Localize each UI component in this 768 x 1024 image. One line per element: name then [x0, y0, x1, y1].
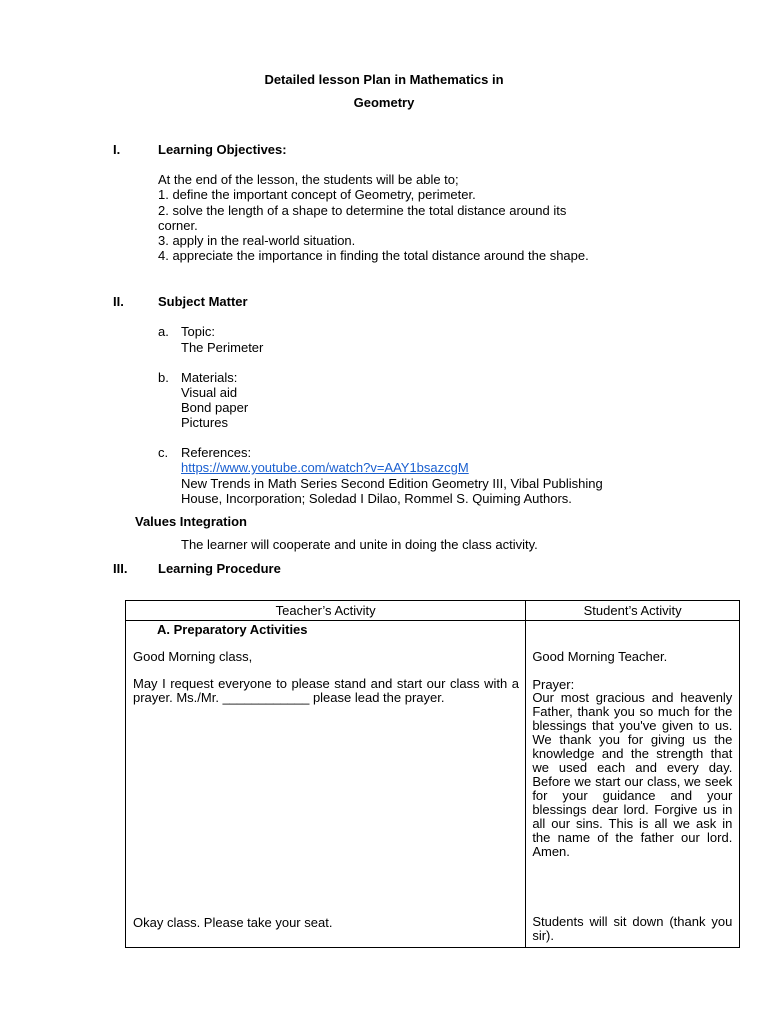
material-item: Visual aid [181, 385, 238, 400]
topic-label: Topic: [181, 324, 215, 339]
material-item: Bond paper [181, 400, 249, 415]
teacher-activity-header-cell [126, 601, 526, 621]
section2-numeral: II. [113, 294, 124, 309]
values-text: The learner will cooperate and unite in doing the class activity. [181, 537, 538, 552]
teacher-activity-header: Teacher’s Activity [275, 603, 376, 618]
section3-heading: Learning Procedure [158, 561, 281, 576]
materials-label: Materials: [181, 370, 238, 385]
student-activity-cell [526, 621, 740, 948]
topic-value: The Perimeter [181, 340, 264, 355]
objectives-intro: At the end of the lesson, the students will be able to; [158, 172, 459, 187]
activity-table [125, 600, 740, 948]
references-letter: c. [158, 445, 169, 460]
student-greeting: Good Morning Teacher. [532, 649, 668, 664]
section3-numeral: III. [113, 561, 128, 576]
objective-item: 2. solve the length of a shape to determine the total distance around its [158, 203, 567, 218]
reference-line: House, Incorporation; Soledad I Dilao, Rommel S. Quiming Authors. [181, 491, 572, 506]
teacher-prayer-request: May I request everyone to please stand and start our class with a prayer. Ms./Mr. ____________ please lead the prayer. [133, 676, 519, 705]
student-sit-response: Students will sit down (thank you sir). [532, 914, 733, 943]
section1-numeral: I. [113, 142, 121, 157]
reference-line: New Trends in Math Series Second Edition Geometry III, Vibal Publishing [181, 476, 603, 491]
doc-title-line2: Geometry [353, 95, 415, 110]
materials-letter: b. [158, 370, 169, 385]
student-activity-header-cell [526, 601, 740, 621]
doc-title-line1: Detailed lesson Plan in Mathematics in [264, 72, 504, 87]
references-label: References: [181, 445, 252, 460]
topic-letter: a. [158, 324, 169, 339]
student-activity-header: Student’s Activity [583, 603, 682, 618]
section2-heading: Subject Matter [158, 294, 248, 309]
objective-item: 4. appreciate the importance in finding the total distance around the shape. [158, 248, 589, 263]
reference-link[interactable]: https://www.youtube.com/watch?v=AAY1bsazcgM [181, 460, 469, 475]
teacher-activity-cell [126, 621, 526, 948]
values-heading: Values Integration [135, 514, 247, 529]
prayer-label: Prayer: [532, 677, 575, 692]
objective-item: 3. apply in the real-world situation. [158, 233, 356, 248]
teacher-seat-instruction: Okay class. Please take your seat. [133, 915, 333, 930]
objective-item-continued: corner. [158, 218, 198, 233]
teacher-greeting: Good Morning class, [133, 649, 253, 664]
preparatory-activities-heading: A. Preparatory Activities [157, 622, 308, 637]
material-item: Pictures [181, 415, 228, 430]
section1-heading: Learning Objectives: [158, 142, 287, 157]
objective-item: 1. define the important concept of Geometry, perimeter. [158, 187, 476, 202]
student-prayer: Our most gracious and heavenly Father, thank you so much for the blessings that you've given to us. We thank you for giving us the knowledge and the strength that we used each and every day. Before we start our class, we seek for your guidance and your blessings dear lord. Forgive us in all our sins. This is all we ask in the name of the father our lord. Amen. [532, 690, 733, 859]
